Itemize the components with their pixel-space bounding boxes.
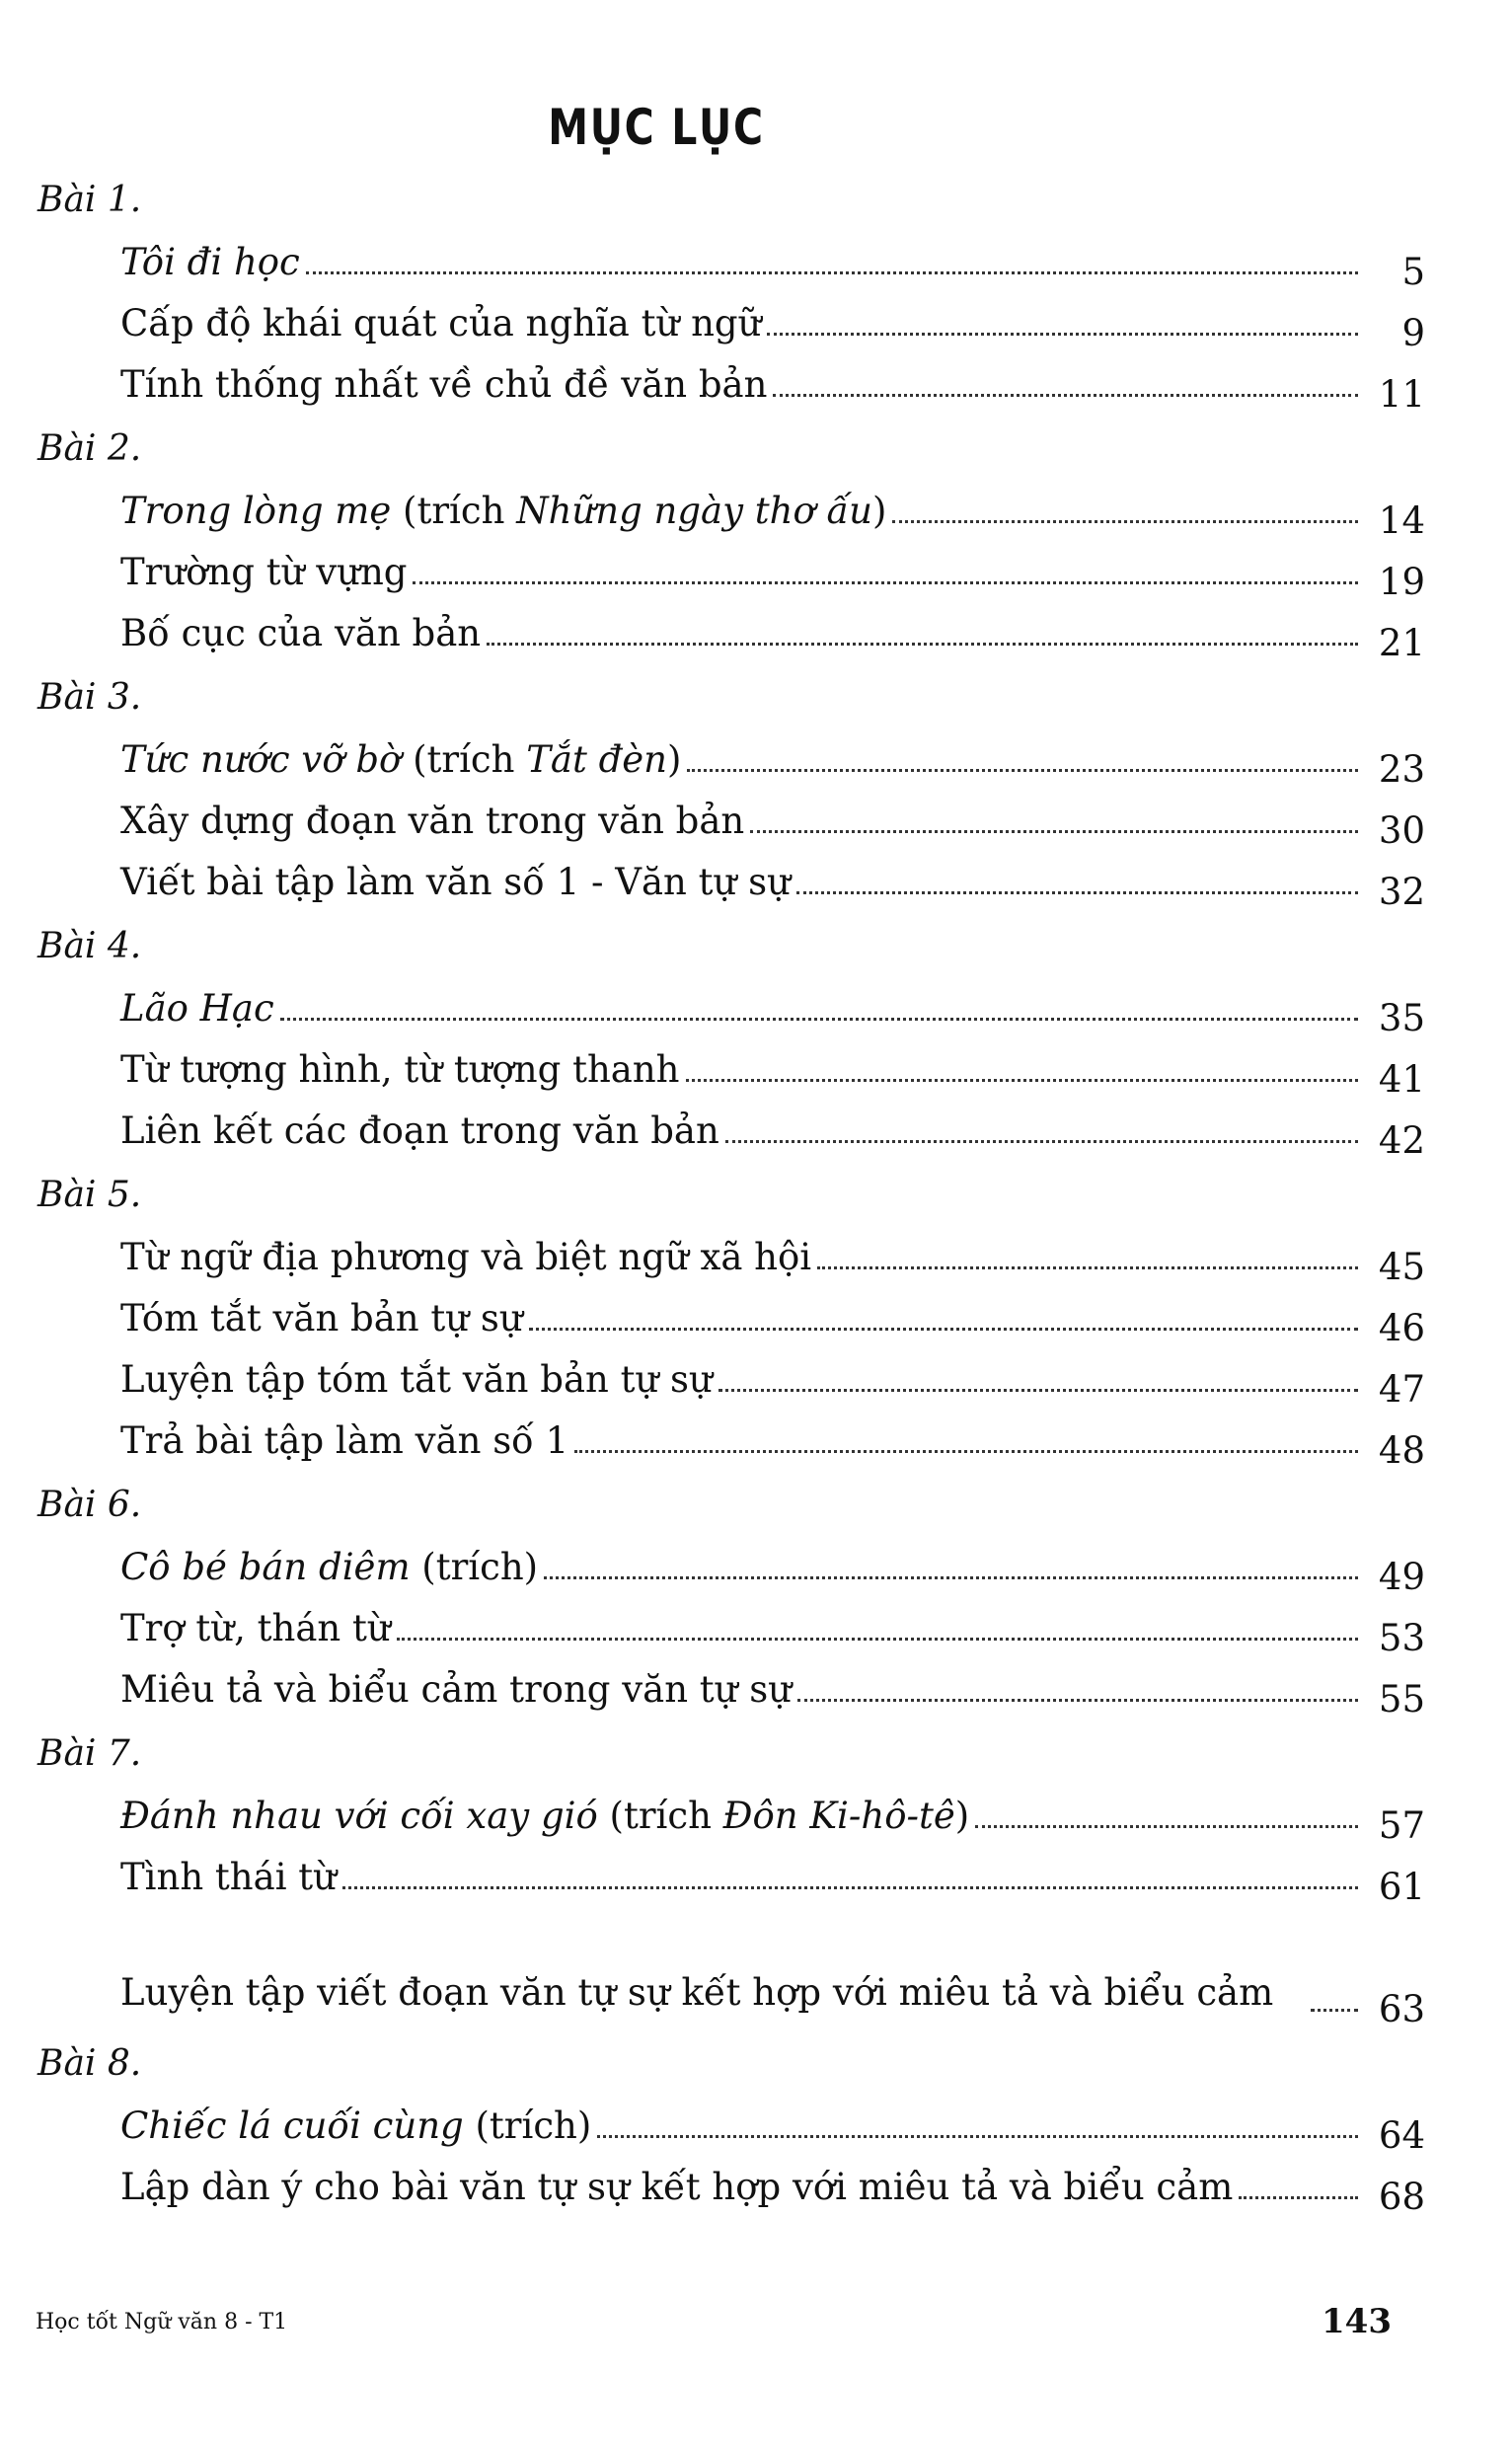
toc-entry[interactable]: Tóm tắt văn bản tự sự 46 [120,1285,1425,1342]
toc-entry[interactable]: Tính thống nhất về chủ đề văn bản 11 [120,351,1425,409]
page-number: 32 [1378,871,1425,913]
page-number: 35 [1378,997,1425,1039]
toc-entry[interactable]: Từ ngữ địa phương và biệt ngữ xã hội 45 [120,1224,1425,1281]
toc-entry[interactable]: Miêu tả và biểu cảm trong văn tự sự 55 [120,1656,1425,1714]
page-number: 11 [1378,373,1425,416]
lesson-heading: Bài 5. [38,1175,142,1215]
book-footer: Học tốt Ngữ văn 8 - T1 [36,2310,288,2334]
page-number: 46 [1378,1307,1425,1349]
page-number: 23 [1378,748,1425,791]
dot-leader [487,643,1358,646]
toc-entry[interactable]: Cô bé bán diêm (trích) 49 [120,1534,1425,1591]
dot-leader [725,1140,1358,1143]
page-number: 21 [1378,622,1425,664]
dot-leader [796,891,1358,894]
toc-entry[interactable]: Lão Hạc 35 [120,975,1425,1033]
page-number: 57 [1378,1804,1425,1847]
toc-entry[interactable]: Chiếc lá cuối cùng (trích) 64 [120,2093,1425,2150]
lesson-heading: Bài 7. [38,1733,142,1774]
dot-leader [975,1825,1358,1828]
page-number: 64 [1378,2114,1425,2157]
toc-entry[interactable]: Trường từ vựng 19 [120,539,1425,596]
page-number: 42 [1378,1119,1425,1162]
page-number: 9 [1401,312,1425,354]
dot-leader [773,394,1358,397]
dot-leader [767,333,1358,336]
dot-leader [718,1389,1358,1392]
toc-entry[interactable]: Từ tượng hình, từ tượng thanh 41 [120,1036,1425,1094]
toc-entry[interactable]: Viết bài tập làm văn số 1 - Văn tự sự 32 [120,849,1425,906]
dot-leader [1239,2196,1358,2199]
page-number: 63 [1378,1988,1425,2030]
toc-entry[interactable]: Cấp độ khái quát của nghĩa từ ngữ 9 [120,290,1425,347]
dot-leader [280,1018,1358,1021]
page-number: 45 [1378,1246,1425,1288]
page-number: 49 [1378,1556,1425,1598]
dot-leader [597,2135,1358,2138]
dot-leader [686,1079,1359,1082]
toc-entry[interactable]: Tình thái từ 61 [120,1844,1425,1901]
page-number: 30 [1378,809,1425,852]
toc-entry[interactable]: Xây dựng đoạn văn trong văn bản 30 [120,788,1425,845]
toc-entry[interactable]: Tôi đi học 5 [120,229,1425,286]
dot-leader [413,581,1358,584]
dot-leader [574,1450,1358,1453]
lesson-heading: Bài 4. [38,926,142,966]
page-number: 61 [1378,1866,1425,1908]
lesson-heading: Bài 8. [38,2043,142,2084]
toc-entry[interactable]: Luyện tập viết đoạn văn tự sự kết hợp với miêu tả và biểu cảm 63 [120,1905,1425,2024]
page-number-footer: 143 [1322,2302,1392,2341]
page-number: 5 [1401,251,1425,293]
dot-leader [817,1266,1358,1269]
dot-leader [529,1328,1358,1331]
page-number: 48 [1378,1429,1425,1472]
toc-entry[interactable]: Bố cục của văn bản 21 [120,600,1425,657]
toc-entry[interactable]: Luyện tập tóm tắt văn bản tự sự 47 [120,1346,1425,1404]
dot-leader [687,769,1358,772]
dot-leader [306,271,1358,274]
toc-entry[interactable]: Liên kết các đoạn trong văn bản 42 [120,1098,1425,1155]
toc-entry[interactable]: Trả bài tập làm văn số 1 48 [120,1408,1425,1465]
dot-leader [750,830,1358,833]
lesson-heading: Bài 2. [38,428,142,469]
page-number: 19 [1378,561,1425,603]
page-number: 47 [1378,1368,1425,1411]
dot-leader [797,1699,1358,1702]
page-number: 41 [1378,1058,1425,1101]
dot-leader [1311,2009,1358,2012]
page-number: 53 [1378,1617,1425,1659]
lesson-heading: Bài 3. [38,677,142,718]
toc-entry[interactable]: Trong lòng mẹ (trích Những ngày thơ ấu) 14 [120,478,1425,535]
toc-entry[interactable]: Lập dàn ý cho bài văn tự sự kết hợp với miêu tả và biểu cảm 68 [120,2154,1425,2211]
page-number: 68 [1378,2176,1425,2218]
dot-leader [544,1576,1358,1579]
lesson-heading: Bài 1. [38,180,142,220]
lesson-heading: Bài 6. [38,1485,142,1525]
toc-entry[interactable]: Đánh nhau với cối xay gió (trích Đôn Ki-hô-tê) 57 [120,1783,1425,1840]
page-number: 14 [1378,499,1425,542]
dot-leader [342,1886,1358,1889]
dot-leader [397,1638,1358,1641]
toc-entry[interactable]: Tức nước vỡ bờ (trích Tắt đèn) 23 [120,727,1425,784]
page-title: MỤC LỤC [548,99,765,156]
page-number: 55 [1378,1678,1425,1721]
toc-entry[interactable]: Trợ từ, thán từ 53 [120,1595,1425,1652]
dot-leader [892,520,1358,523]
